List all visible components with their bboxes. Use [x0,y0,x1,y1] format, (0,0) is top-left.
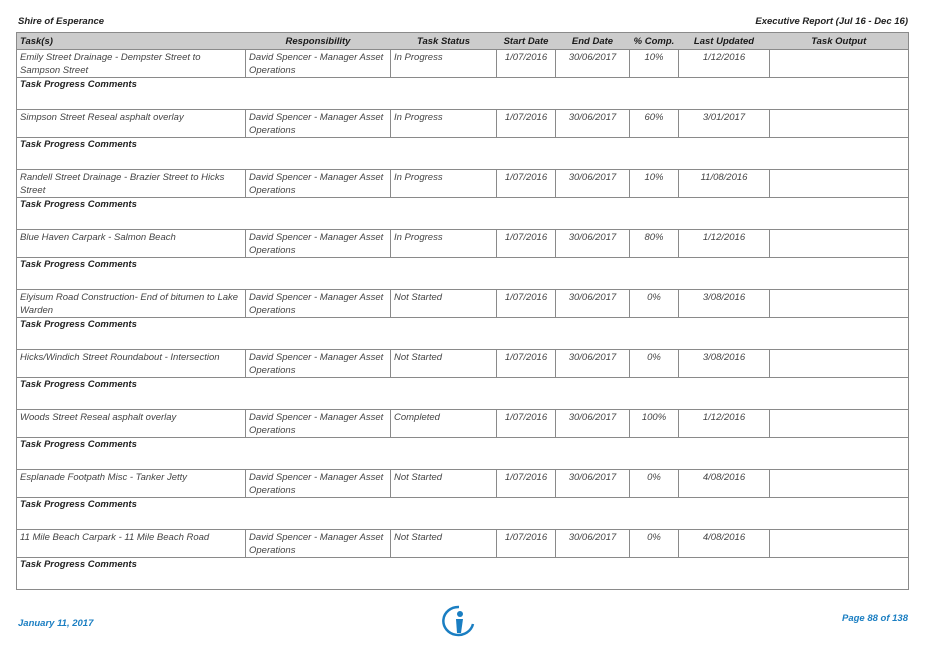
task-name: Hicks/Windich Street Roundabout - Intersection [17,350,246,378]
task-progress-comments-label: Task Progress Comments [17,258,909,290]
task-responsibility: David Spencer - Manager Asset Operations [246,350,391,378]
task-row [17,110,909,138]
task-name: Emily Street Drainage - Dempster Street to Sampson Street [17,50,246,78]
task-last-updated: 4/08/2016 [679,470,770,498]
task-responsibility: David Spencer - Manager Asset Operations [246,410,391,438]
task-start-date: 1/07/2016 [497,290,556,318]
task-comment-row [17,378,909,410]
task-last-updated: 3/08/2016 [679,290,770,318]
task-output [770,230,909,258]
task-responsibility: David Spencer - Manager Asset Operations [246,50,391,78]
task-output [770,290,909,318]
task-status: Not Started [391,470,497,498]
col-header-task-output: Task Output [770,33,909,50]
task-comment-row [17,438,909,470]
task-start-date: 1/07/2016 [497,230,556,258]
task-start-date: 1/07/2016 [497,50,556,78]
task-percent-complete: 100% [630,410,679,438]
organisation-name: Shire of Esperance [18,16,105,27]
task-end-date: 30/06/2017 [556,350,630,378]
task-end-date: 30/06/2017 [556,470,630,498]
task-percent-complete: 0% [630,530,679,558]
task-last-updated: 1/12/2016 [679,410,770,438]
task-responsibility: David Spencer - Manager Asset Operations [246,530,391,558]
report-title: Executive Report (Jul 16 - Dec 16) [755,16,908,27]
task-end-date: 30/06/2017 [556,410,630,438]
task-responsibility: David Spencer - Manager Asset Operations [246,110,391,138]
task-comment-row [17,138,909,170]
task-responsibility: David Spencer - Manager Asset Operations [246,470,391,498]
col-header-end-date: End Date [556,33,630,50]
task-row [17,530,909,558]
task-last-updated: 1/12/2016 [679,50,770,78]
task-progress-comments-label: Task Progress Comments [17,138,909,170]
task-status: In Progress [391,230,497,258]
task-percent-complete: 0% [630,350,679,378]
task-name: Blue Haven Carpark - Salmon Beach [17,230,246,258]
task-status: Completed [391,410,497,438]
col-header-responsibility: Responsibility [246,33,391,50]
col-header-start-date: Start Date [497,33,556,50]
task-end-date: 30/06/2017 [556,110,630,138]
task-status: Not Started [391,530,497,558]
task-name: Randell Street Drainage - Brazier Street to Hicks Street [17,170,246,198]
col-header-tasks: Task(s) [17,33,246,50]
task-output [770,410,909,438]
col-header-status: Task Status [391,33,497,50]
task-comment-row [17,498,909,530]
task-status: In Progress [391,50,497,78]
task-responsibility: David Spencer - Manager Asset Operations [246,230,391,258]
task-output [770,170,909,198]
task-percent-complete: 80% [630,230,679,258]
task-comment-row [17,198,909,230]
task-name: 11 Mile Beach Carpark - 11 Mile Beach Road [17,530,246,558]
task-comment-row [17,258,909,290]
task-status: Not Started [391,290,497,318]
task-row [17,470,909,498]
task-progress-comments-label: Task Progress Comments [17,78,909,110]
task-last-updated: 11/08/2016 [679,170,770,198]
task-comment-row [17,78,909,110]
task-percent-complete: 60% [630,110,679,138]
task-percent-complete: 0% [630,290,679,318]
task-status: Not Started [391,350,497,378]
task-last-updated: 4/08/2016 [679,530,770,558]
task-report-table [16,32,909,590]
task-row [17,230,909,258]
task-output [770,50,909,78]
task-row [17,170,909,198]
header-row [17,33,909,50]
task-last-updated: 3/01/2017 [679,110,770,138]
task-name: Elyisum Road Construction- End of bitumen to Lake Warden [17,290,246,318]
task-end-date: 30/06/2017 [556,530,630,558]
task-start-date: 1/07/2016 [497,350,556,378]
task-output [770,110,909,138]
task-progress-comments-label: Task Progress Comments [17,498,909,530]
report-date: January 11, 2017 [18,618,94,629]
task-last-updated: 3/08/2016 [679,350,770,378]
task-progress-comments-label: Task Progress Comments [17,198,909,230]
task-start-date: 1/07/2016 [497,470,556,498]
task-start-date: 1/07/2016 [497,410,556,438]
page-number: Page 88 of 138 [841,613,908,624]
task-output [770,350,909,378]
task-last-updated: 1/12/2016 [679,230,770,258]
task-row [17,290,909,318]
task-percent-complete: 10% [630,50,679,78]
task-end-date: 30/06/2017 [556,230,630,258]
task-progress-comments-label: Task Progress Comments [17,378,909,410]
task-end-date: 30/06/2017 [556,290,630,318]
info-i-logo-icon [440,605,478,637]
task-end-date: 30/06/2017 [556,170,630,198]
task-name: Woods Street Reseal asphalt overlay [17,410,246,438]
task-status: In Progress [391,170,497,198]
task-output [770,530,909,558]
task-end-date: 30/06/2017 [556,50,630,78]
task-responsibility: David Spencer - Manager Asset Operations [246,290,391,318]
task-percent-complete: 0% [630,470,679,498]
col-header-percent-complete: % Comp. [630,33,679,50]
task-start-date: 1/07/2016 [497,530,556,558]
task-name: Simpson Street Reseal asphalt overlay [17,110,246,138]
task-progress-comments-label: Task Progress Comments [17,438,909,470]
task-start-date: 1/07/2016 [497,110,556,138]
task-percent-complete: 10% [630,170,679,198]
task-progress-comments-label: Task Progress Comments [17,558,909,590]
task-status: In Progress [391,110,497,138]
col-header-last-updated: Last Updated [679,33,770,50]
task-row [17,410,909,438]
task-name: Esplanade Footpath Misc - Tanker Jetty [17,470,246,498]
task-comment-row [17,318,909,350]
task-responsibility: David Spencer - Manager Asset Operations [246,170,391,198]
task-comment-row [17,558,909,590]
task-row [17,350,909,378]
task-output [770,470,909,498]
task-start-date: 1/07/2016 [497,170,556,198]
task-progress-comments-label: Task Progress Comments [17,318,909,350]
task-row [17,50,909,78]
